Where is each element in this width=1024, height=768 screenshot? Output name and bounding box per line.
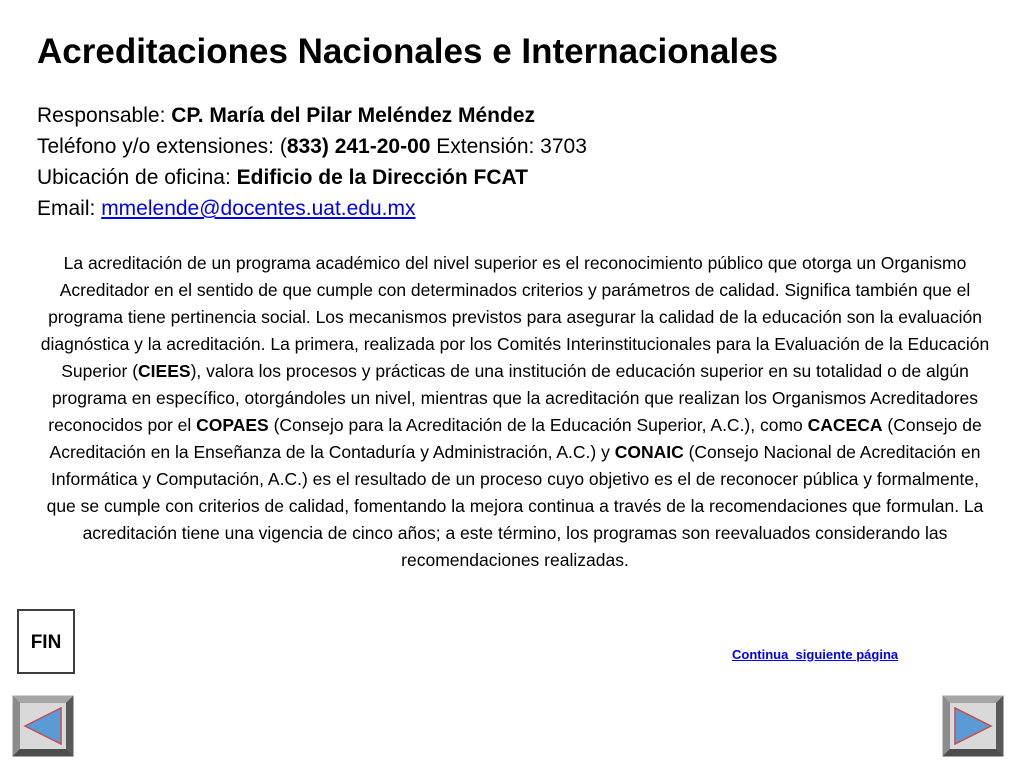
accreditation-description: [35, 250, 995, 574]
extension-label: Extensión: 3703: [430, 135, 587, 158]
email-label: Email:: [37, 197, 102, 220]
responsable-label: Responsable:: [37, 104, 172, 127]
body-text-part-4: (Consejo de Acreditación en la Enseñanza de la Contaduría y Administración, A.C.) y: [49, 415, 982, 462]
email-link[interactable]: mmelende@docentes.uat.edu.mx: [101, 197, 416, 220]
page-title: Acreditaciones Nacionales e Internacionales: [37, 32, 779, 71]
fin-button[interactable]: FIN: [17, 609, 75, 674]
caceca-acronym: CACECA: [807, 415, 883, 435]
body-text-part-1: La acreditación de un programa académico del nivel superior es el reconocimiento público que otorga un Organismo Acreditador en el sentido de que cumple con determinados criterios y parámetros de calidad. Significa también que el programa tiene pertinencia social. Los mecanismos previstos para asegurar la calidad de la educación son la evaluación diagnóstica y la acreditación. La primera, realizada por los Comités Interinstitucionales para la Evaluación de la Educación Superior (: [40, 253, 990, 381]
continue-next-page-link[interactable]: Continua siguiente página: [732, 647, 899, 662]
body-text-part-5: (Consejo Nacional de Acreditación en Informática y Computación, A.C.) es el resultado de un proceso cuyo objetivo es el de reconocer pública y formalmente, que se cumple con criterios de calidad, fomentando la mejora continua a través de la recomendaciones que formulan. La acreditación tiene una vigencia de cinco años; a este término, los programas son reevaluados considerando las recomendaciones realizadas.: [46, 442, 984, 570]
body-text-part-3: (Consejo para la Acreditación de la Educación Superior, A.C.), como: [268, 415, 808, 435]
contact-info: [37, 100, 997, 224]
phone-number: 833) 241-20-00: [286, 135, 431, 158]
ciees-acronym: CIEES: [138, 361, 191, 381]
responsable-name: CP. María del Pilar Meléndez Méndez: [171, 104, 535, 127]
office-value: Edificio de la Dirección FCAT: [236, 166, 528, 189]
body-text-part-2: ), valora los procesos y prácticas de una institución de educación superior en su totalidad o de algún programa en específico, otorgándoles un nivel, mientras que la acreditación que realizan los Organismos Acreditadores reconocidos por el: [48, 361, 979, 435]
responsable-row: [37, 100, 997, 131]
right-triangle-arrow-icon: [942, 695, 1004, 757]
previous-page-button[interactable]: [12, 695, 74, 757]
left-triangle-arrow-icon: [12, 695, 74, 757]
phone-label: Teléfono y/o extensiones: (: [37, 135, 287, 158]
office-label: Ubicación de oficina:: [37, 166, 237, 189]
office-row: [37, 162, 997, 193]
next-page-button[interactable]: [942, 695, 1004, 757]
copaes-acronym: COPAES: [196, 415, 269, 435]
phone-row: [37, 131, 997, 162]
conaic-acronym: CONAIC: [614, 442, 684, 462]
email-row: [37, 193, 997, 224]
